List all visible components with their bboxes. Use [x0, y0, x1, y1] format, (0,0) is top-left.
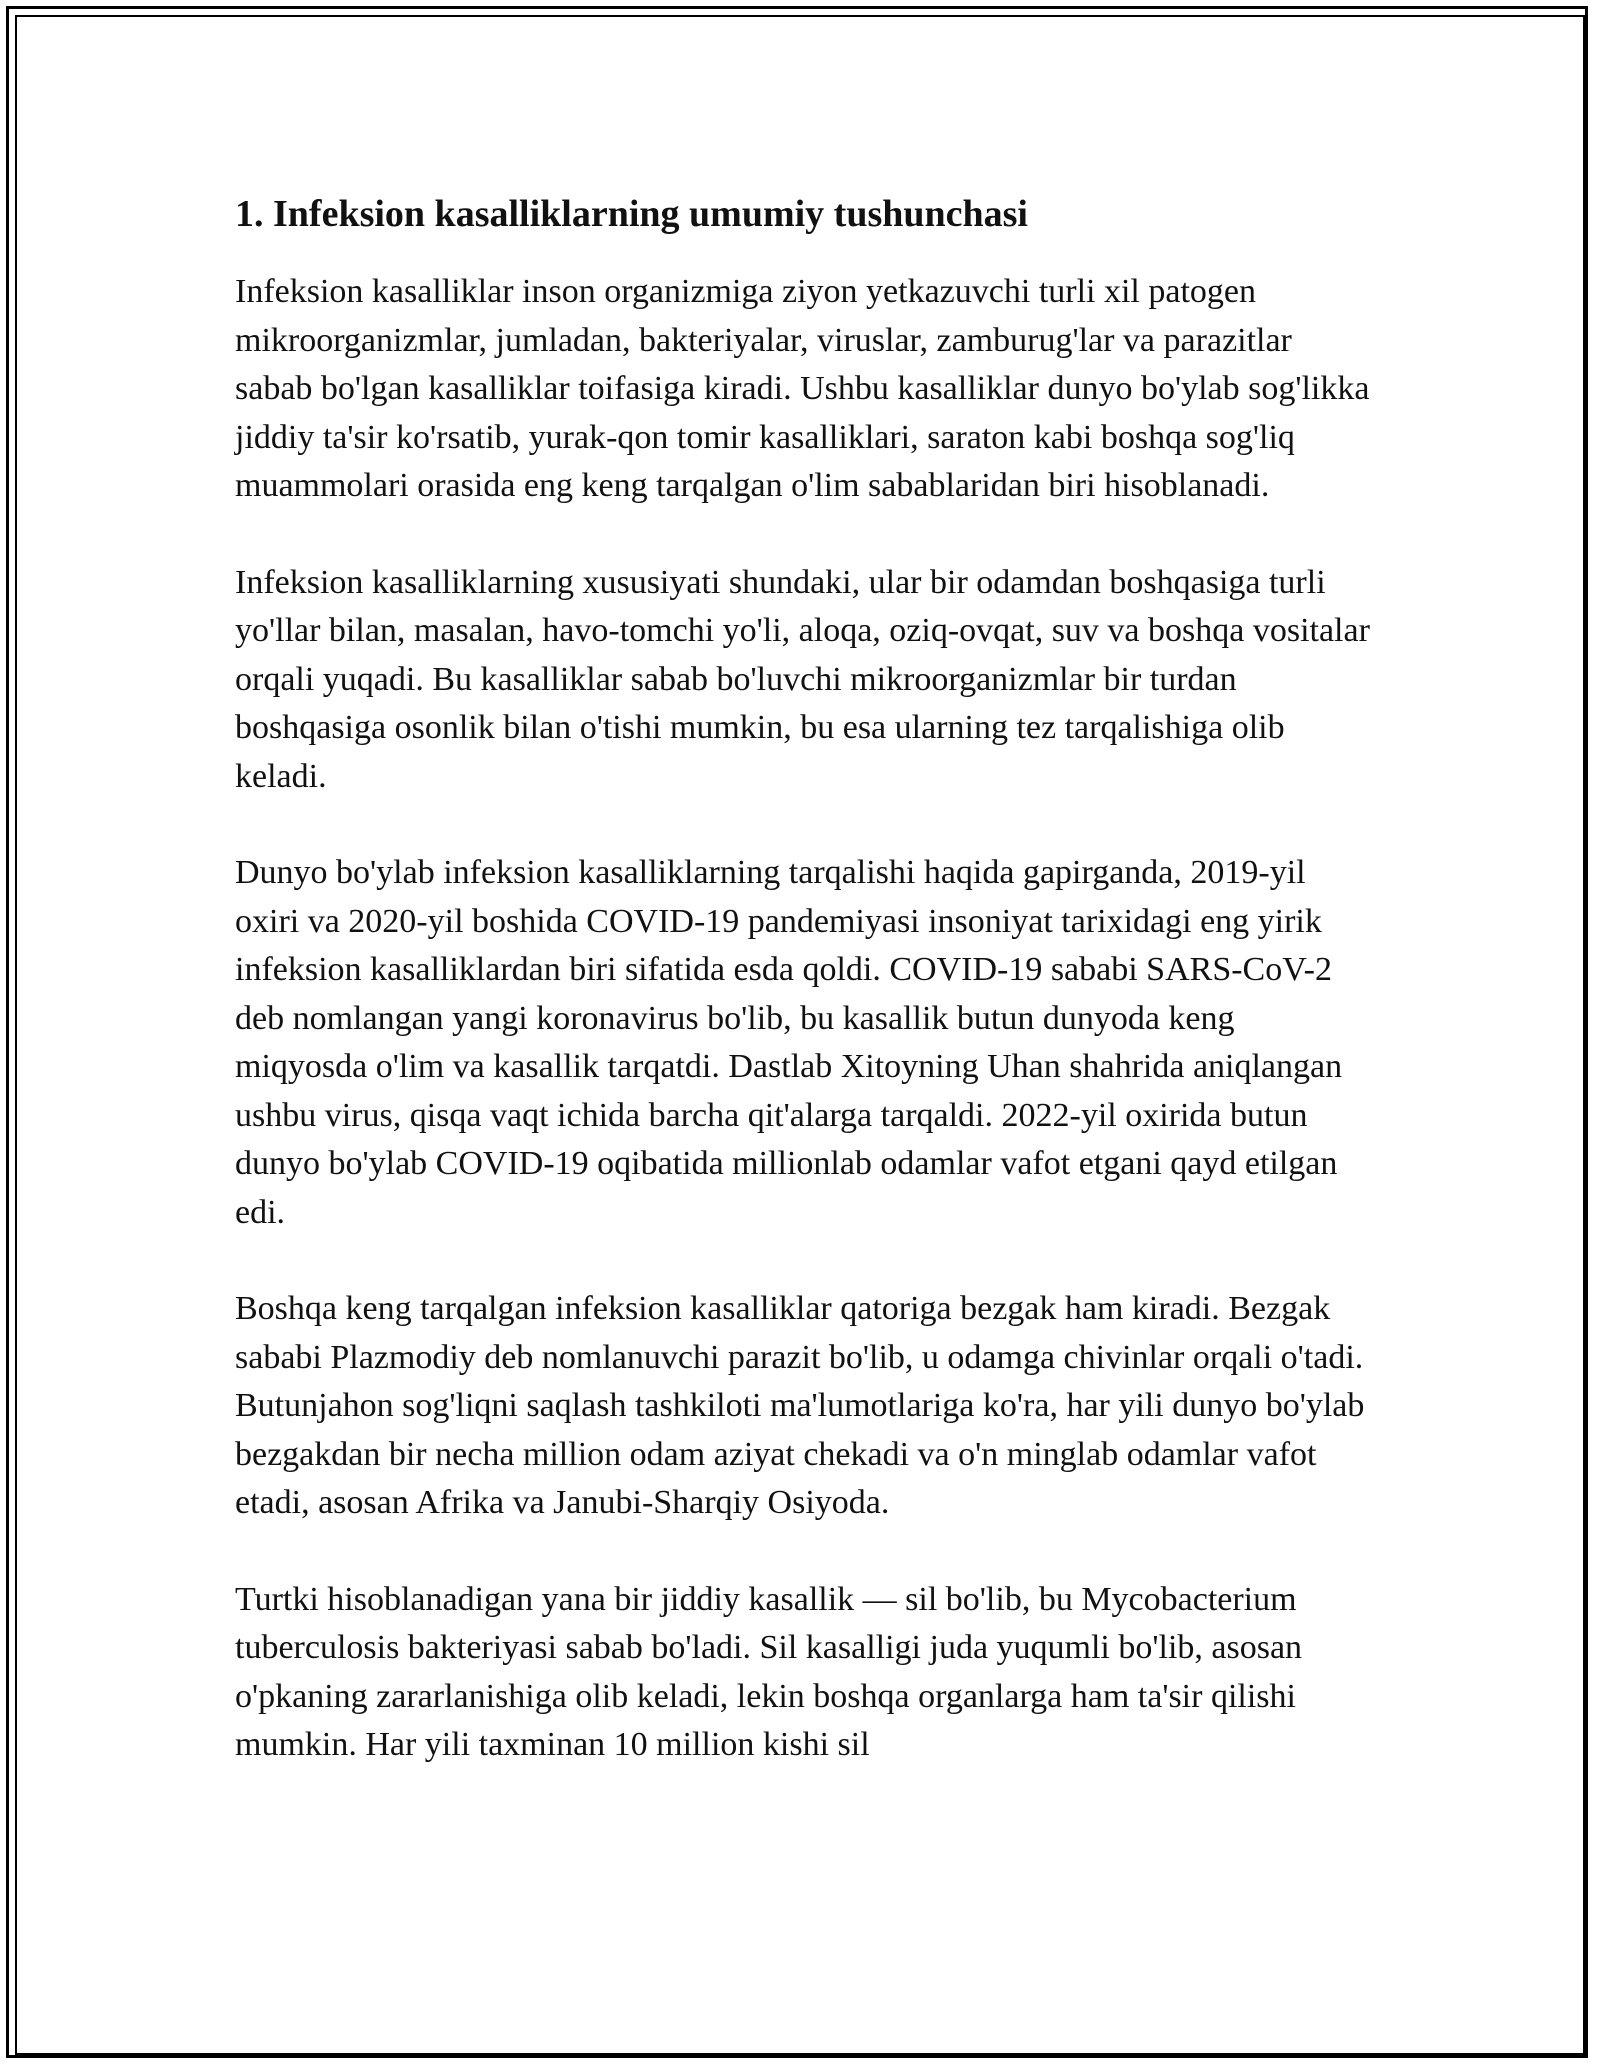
- paragraph: Infeksion kasalliklar inson organizmiga ziyon yetkazuvchi turli xil patogen mikroorganizmlar, jumladan, bakteriyalar, viruslar, zamburug'lar va parazitlar sabab bo'lgan kasalliklar toifasiga kiradi. Ushbu kasalliklar dunyo bo'ylab sog'likka jiddiy ta'sir ko'rsatib, yurak-qon tomir kasalliklari, saraton kabi boshqa sog'liq muammolari orasida eng keng tarqalgan o'lim sabablaridan biri hisoblanadi.: [235, 273, 1370, 504]
- paragraph: Dunyo bo'ylab infeksion kasalliklarning tarqalishi haqida gapirganda, 2019-yil oxiri va 2020-yil boshida COVID-19 pandemiyasi insoniyat tarixidagi eng yirik infeksion kasalliklardan biri sifatida esda qoldi. COVID-19 sababi SARS-CoV-2 deb nomlangan yangi koronavirus bo'lib, bu kasallik butun dunyoda keng miqyosda o'lim va kasallik tarqatdi. Dastlab Xitoyning Uhan shahrida aniqlangan ushbu virus, qisqa vaqt ichida barcha qit'alarga tarqaldi. 2022-yil oxirida butun dunyo bo'ylab COVID-19 oqibatida millionlab odamlar vafot etgani qayd etilgan edi.: [235, 854, 1343, 1231]
- paragraph: Turtki hisoblanadigan yana bir jiddiy kasallik — sil bo'lib, bu Mycobacterium tuberculosis bakteriyasi sabab bo'ladi. Sil kasalligi juda yuqumli bo'lib, asosan o'pkaning zararlanishiga olib keladi, lekin boshqa organlarga ham ta'sir qilishi mumkin. Har yili taxminan 10 million kishi sil: [235, 1580, 1303, 1763]
- paragraph: Infeksion kasalliklarning xususiyati shundaki, ular bir odamdan boshqasiga turli yo'llar bilan, masalan, havo-tomchi yo'li, aloqa, oziq-ovqat, suv va boshqa vositalar orqali yuqadi. Bu kasalliklar sabab bo'luvchi mikroorganizmlar bir turdan boshqasiga osonlik bilan o'tishi mumkin, bu esa ularning tez tarqalishiga olib keladi.: [235, 563, 1370, 795]
- section-heading: 1. Infeksion kasalliklarning umumiy tushunchasi: [235, 193, 1028, 235]
- paragraph: Boshqa keng tarqalgan infeksion kasalliklar qatoriga bezgak ham kiradi. Bezgak sababi Plazmodiy deb nomlanuvchi parazit bo'lib, u odamga chivinlar orqali o'tadi. Butunjahon sog'liqni saqlash tashkiloti ma'lumotlariga ko'ra, har yili dunyo bo'ylab bezgakdan bir necha million odam aziyat chekadi va o'n minglab odamlar vafot etadi, asosan Afrika va Janubi-Sharqiy Osiyoda.: [235, 1290, 1365, 1521]
- document-body: [235, 188, 1375, 1818]
